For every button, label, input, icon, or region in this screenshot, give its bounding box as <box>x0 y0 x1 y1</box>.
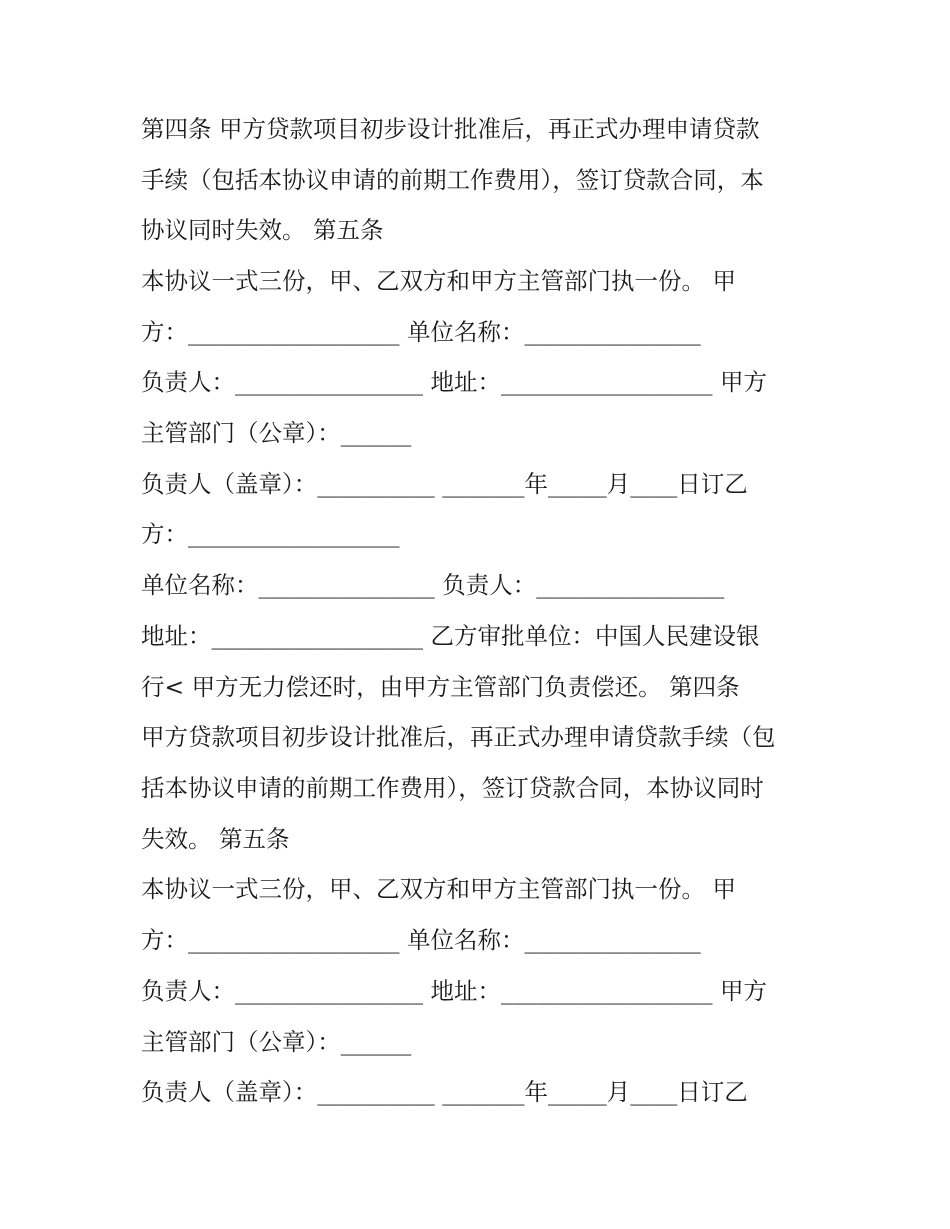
text-line: 主管部门（公章）：______ <box>141 419 412 447</box>
text-line: 方：__________________ 单位名称：_______________ <box>141 926 701 954</box>
text-line: 括本协议申请的前期工作费用），签订贷款合同，本协议同时 <box>141 774 764 802</box>
text-line: 失效。 第五条 <box>141 825 290 853</box>
text-line: 单位名称：_______________ 负责人：________________ <box>141 571 725 599</box>
text-line: 方：__________________ <box>141 520 400 548</box>
text-line: 协议同时失效。 第五条 <box>141 216 384 244</box>
text-line: 负责人：________________ 地址：__________________ 甲方 <box>141 977 767 1005</box>
text-line: 负责人：________________ 地址：__________________ 甲方 <box>141 368 767 396</box>
text-line: 甲方贷款项目初步设计批准后，再正式办理申请贷款手续（包 <box>141 723 776 751</box>
text-line: 本协议一式三份，甲、乙双方和甲方主管部门执一份。 甲 <box>141 267 736 295</box>
text-line: 第四条 甲方贷款项目初步设计批准后，再正式办理申请贷款 <box>141 115 760 143</box>
text-line: 负责人（盖章）：__________ _______年_____月____日订乙 <box>141 470 748 498</box>
text-line: 本协议一式三份，甲、乙双方和甲方主管部门执一份。 甲 <box>141 875 736 903</box>
text-line: 地址：__________________ 乙方审批单位：中国人民建设银 <box>141 622 760 650</box>
text-line: 行< 甲方无力偿还时，由甲方主管部门负责偿还。 第四条 <box>141 673 740 701</box>
text-line: 负责人（盖章）：__________ _______年_____月____日订乙 <box>141 1078 748 1106</box>
text-line: 手续（包括本协议申请的前期工作费用），签订贷款合同，本 <box>141 166 764 194</box>
text-line: 方：__________________ 单位名称：_______________ <box>141 318 701 346</box>
text-line: 主管部门（公章）：______ <box>141 1028 412 1056</box>
